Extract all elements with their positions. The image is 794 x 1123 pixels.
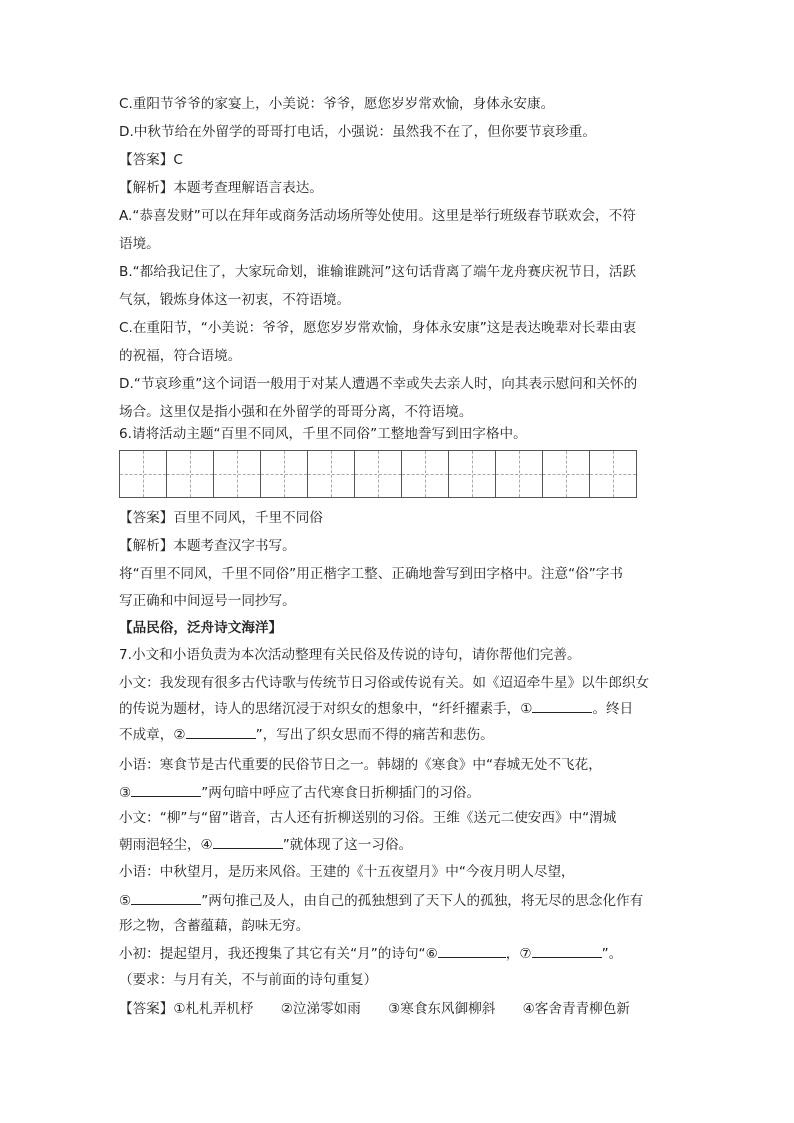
text-segment: 。终日 [592,701,634,717]
analysis-5-a: A.“恭喜发财”可以在拜年或商务活动场所等处使用。这里是举行班级春节联欢会，不符 [119,208,636,224]
dialogue-xiaoyu-1: 小语：寒食节是古代重要的民俗节日之一。韩翃的《寒食》中“春城无处不飞花， [119,757,602,773]
fill-blank-2[interactable] [186,724,256,739]
answer-6: 【答案】百里不同风，千里不同俗 [119,510,323,526]
grid-cell [307,450,355,498]
analysis-5-b: B.“都给我记住了，大家玩命划，谁输谁跳河”这句话背离了端午龙舟赛庆祝节日，活跃 [119,264,637,280]
text-segment: ”。 [601,946,623,962]
dialogue-xiaowen-1: 小文：我发现有很多古代诗歌与传统节日习俗或传说有关。如《迢迢牵牛星》以牛郎织女 [119,675,650,691]
analysis-6-cont: 写正确和中间逗号一同抄写。 [119,593,296,609]
option-d-text: D.中秋节给在外留学的哥哥打电话，小强说：虽然我不在了，但你要节哀珍重。 [119,124,596,140]
text-segment: ”两句暗中呼应了古代寒食日折柳插门的习俗。 [201,785,481,801]
dialogue-line [119,698,633,719]
text-segment: ，⑦ [505,946,532,962]
dialogue-line [119,834,412,855]
grid-cell [119,450,167,498]
analysis-6-text: 将“百里不同风，千里不同俗”用正楷字工整、正确地誊写到田字格中。注意“俗”字书 [119,566,623,582]
dialogue-line [119,943,622,964]
text-segment: ⑤ [119,893,132,909]
text-segment: ”，写出了织女思而不得的痛苦和悲伤。 [255,727,494,743]
answer-5: 【答案】C [119,152,183,168]
grid-cell [495,450,543,498]
dialogue-xiaowen-2: 小文：“柳”与“留”谐音，古人还有折柳送别的习俗。王维《送元二使安西》中“渭城 [119,810,617,826]
text-segment: 小初：提起望月，我还搜集了其它有关“月”的诗句“⑥ [119,946,438,962]
text-segment: ”就体现了这一习俗。 [282,837,413,853]
dialogue-line [119,724,494,745]
analysis-5-d-cont: 场合。这里仅是指小强和在外留学的哥哥分离，不符语境。 [119,404,473,420]
text-segment: ”两句推己及人，由自己的孤独想到了天下人的孤独，将无尽的思念化作有 [201,893,644,909]
grid-cell [401,450,449,498]
grid-cell [260,450,308,498]
answer-7: 【答案】①札札弄机杼 ②泣涕零如雨 ③寒食东风御柳斜 ④客舍青青柳色新 [119,1001,630,1017]
option-c-text: C.重阳节爷爷的家宴上，小美说：爷爷，愿您岁岁常欢愉，身体永安康。 [119,96,555,112]
grid-cell [589,450,637,498]
dialogue-xiaoyu-2: 小语：中秋望月，是历来风俗。王建的《十五夜望月》中“今夜月明人尽望， [119,864,575,880]
question-7: 7.小文和小语负责为本次活动整理有关民俗及传说的诗句，请你帮他们完善。 [119,647,581,663]
dialogue-xiaoyu-2-cont: 形之物，含蓄蕴藉，韵味无穷。 [119,918,310,934]
question-6: 6.请将活动主题“百里不同风，千里不同俗”工整地誊写到田字格中。 [119,426,527,442]
dialogue-line [119,782,480,803]
analysis-5-b-cont: 气氛，锻炼身体这一初衷，不符语境。 [119,292,351,308]
grid-cell [166,450,214,498]
dialogue-line [119,890,643,911]
grid-cell [448,450,496,498]
text-segment: 不成章，② [119,727,186,743]
analysis-6-heading: 【解析】本题考查汉字书写。 [119,538,296,554]
text-segment: 朝雨浥轻尘，④ [119,837,213,853]
fill-blank-1[interactable] [532,698,592,713]
grid-cell [213,450,261,498]
grid-cell [354,450,402,498]
requirement-note: （要求：与月有关，不与前面的诗句重复） [119,972,378,988]
analysis-5-a-cont: 语境。 [119,236,160,252]
fill-blank-4[interactable] [213,834,283,849]
text-segment: 的传说为题材，诗人的思绪沉浸于对织女的想象中，“纤纤擢素手，① [119,701,533,717]
fill-blank-7[interactable] [532,943,602,958]
analysis-5-heading: 【解析】本题考查理解语言表达。 [119,180,323,196]
section-heading: 【品民俗，泛舟诗文海洋】 [119,620,283,636]
fill-blank-5[interactable] [131,890,201,905]
analysis-5-c: C.在重阳节，“小美说：爷爷，愿您岁岁常欢愉，身体永安康”这是表达晚辈对长辈由衷 [119,320,637,336]
text-segment: ③ [119,785,132,801]
fill-blank-6[interactable] [438,943,506,958]
analysis-5-d: D.“节哀珍重”这个词语一般用于对某人遭遇不幸或失去亲人时，向其表示慰问和关怀的 [119,376,638,392]
fill-blank-3[interactable] [131,782,201,797]
analysis-5-c-cont: 的祝福，符合语境。 [119,348,242,364]
grid-cell [542,450,590,498]
tianzige-grid [119,450,637,498]
